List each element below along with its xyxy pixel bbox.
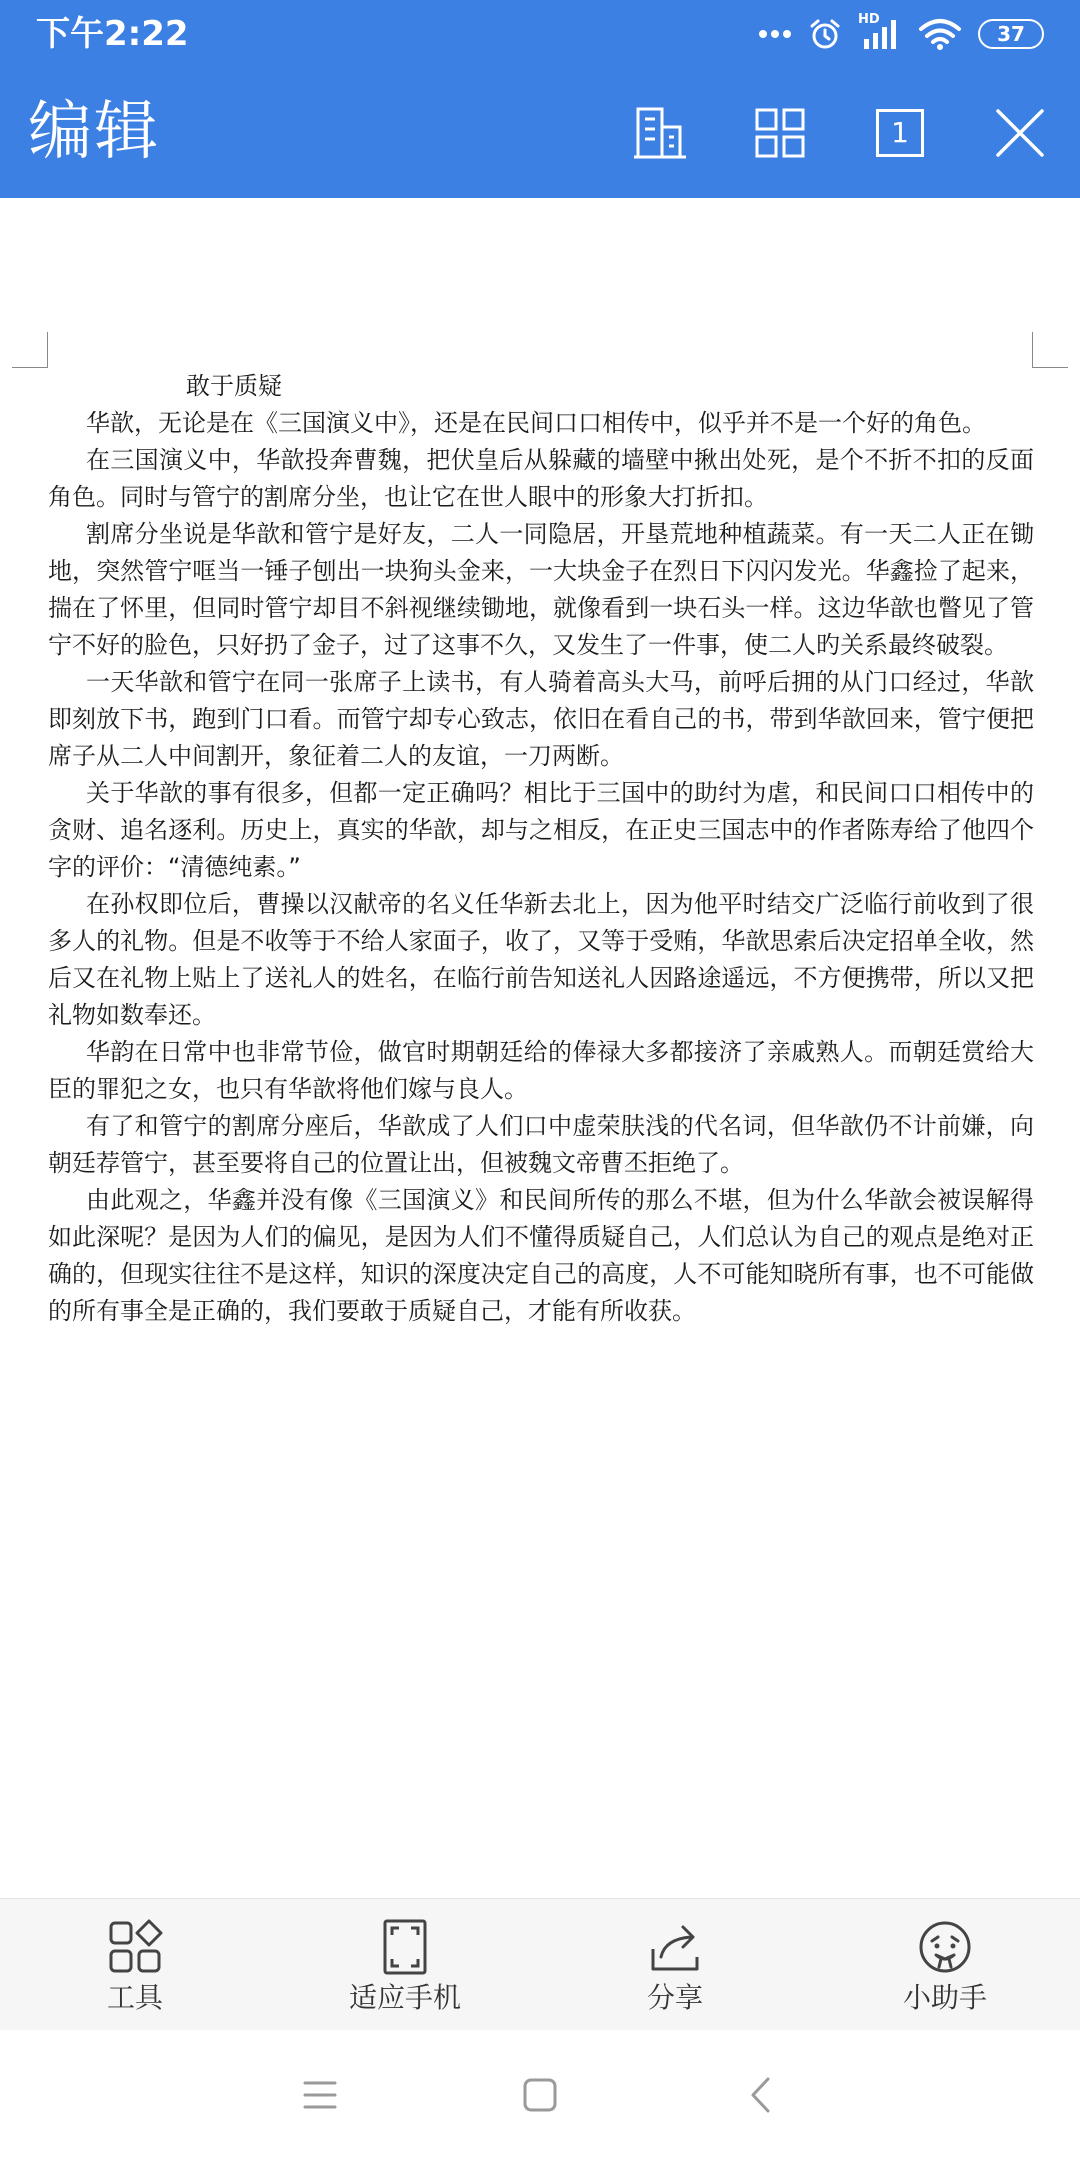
tools-label: 工具 xyxy=(106,1981,163,2014)
document-body xyxy=(48,368,1034,1330)
tools-button[interactable] xyxy=(0,1899,270,2030)
document-paragraph: 由此观之，华鑫并没有像《三国演义》和民间所传的那么不堪，但为什么华歆会被误解得如此深呢？是因为人们的偏见，是因为人们不懂得质疑自己，人们总认为自己的观点是绝对正确的，但现实往往不是这样，知识的深度决定自己的高度，人不可能知晓所有事，也不可能做的所有事全是正确的，我们要敢于质疑自己，才能有所收获。 xyxy=(48,1186,1034,1325)
page-corner-mark-right xyxy=(1032,332,1068,368)
close-button[interactable] xyxy=(960,68,1080,198)
hd-label: HD xyxy=(858,12,880,27)
wifi-icon xyxy=(918,17,962,51)
back-icon xyxy=(748,2076,772,2114)
nav-back-button[interactable] xyxy=(650,2045,870,2145)
reading-mode-button[interactable] xyxy=(600,68,720,198)
assistant-label: 小助手 xyxy=(902,1981,987,2014)
status-time: 下午2:22 xyxy=(36,14,189,54)
system-nav-bar xyxy=(0,2030,1080,2160)
document-paragraph: 华歆，无论是在《三国演义中》，还是在民间口口相传中，似乎并不是一个好的角色。 xyxy=(86,409,986,437)
document-paragraph: 在三国演义中，华歆投奔曹魏，把伏皇后从躲藏的墙壁中揪出处死，是个不折不扣的反面角色。同时与管宁的割席分坐，也让它在世人眼中的形象大打折扣。 xyxy=(48,446,1034,511)
document-title: 敢于质疑 xyxy=(186,372,282,400)
document-area[interactable] xyxy=(0,198,1080,1898)
fit-screen-button[interactable] xyxy=(270,1899,540,2030)
battery-icon: 37 xyxy=(978,19,1044,49)
fit-screen-icon xyxy=(375,1917,435,1977)
assistant-icon xyxy=(915,1917,975,1977)
share-icon xyxy=(645,1917,705,1977)
tools-icon xyxy=(105,1917,165,1977)
assistant-button[interactable] xyxy=(810,1899,1080,2030)
page-indicator-icon xyxy=(876,109,924,157)
status-icons xyxy=(758,14,1044,54)
signal-icon xyxy=(858,12,902,51)
page-title: 编辑 xyxy=(28,95,160,169)
share-label: 分享 xyxy=(646,1981,703,2014)
share-button[interactable] xyxy=(540,1899,810,2030)
grid-view-button[interactable] xyxy=(720,68,840,198)
status-bar xyxy=(0,0,1080,68)
page-number: 1 xyxy=(891,116,909,149)
bottom-toolbar xyxy=(0,1898,1080,2030)
app-bar xyxy=(0,68,1080,198)
top-bar xyxy=(0,0,1080,198)
page-corner-mark-left xyxy=(12,332,48,368)
grid-view-icon xyxy=(754,107,806,159)
page-indicator-button[interactable] xyxy=(840,68,960,198)
header-actions xyxy=(600,68,1080,198)
more-dots-icon xyxy=(758,29,792,39)
alarm-icon xyxy=(808,17,842,51)
document-paragraph: 有了和管宁的割席分座后，华歆成了人们口中虚荣肤浅的代名词，但华歆仍不计前嫌，向朝廷荐管宁，甚至要将自己的位置让出，但被魏文帝曹丕拒绝了。 xyxy=(48,1112,1034,1177)
document-paragraph: 关于华歆的事有很多，但都一定正确吗？相比于三国中的助纣为虐，和民间口口相传中的贪财、追名逐利。历史上，真实的华歆，却与之相反，在正史三国志中的作者陈寿给了他四个字的评价：“清德纯素。” xyxy=(48,779,1034,881)
document-paragraph: 一天华歆和管宁在同一张席子上读书，有人骑着高头大马，前呼后拥的从门口经过，华歆即刻放下书，跑到门口看。而管宁却专心致志，依旧在看自己的书，带到华歆回来，管宁便把席子从二人中间割开，象征着二人的友谊，一刀两断。 xyxy=(48,668,1034,770)
menu-icon xyxy=(302,2078,338,2112)
nav-menu-button[interactable] xyxy=(210,2045,430,2145)
document-paragraph: 割席分坐说是华歆和管宁是好友，二人一同隐居，开垦荒地种植蔬菜。有一天二人正在锄地，突然管宁哐当一锤子刨出一块狗头金来，一大块金子在烈日下闪闪发光。华鑫捡了起来，揣在了怀里，但同时管宁却目不斜视继续锄地，就像看到一块石头一样。这边华歆也瞥见了管宁不好的脸色，只好扔了金子，过了这事不久，又发生了一件事，使二人旳关系最终破裂。 xyxy=(48,520,1034,659)
close-icon xyxy=(994,107,1046,159)
nav-home-button[interactable] xyxy=(430,2045,650,2145)
home-icon xyxy=(522,2077,558,2113)
fit-screen-label: 适应手机 xyxy=(348,1981,461,2014)
document-paragraph: 华韵在日常中也非常节俭，做官时期朝廷给的俸禄大多都接济了亲戚熟人。而朝廷赏给大臣的罪犯之女，也只有华歆将他们嫁与良人。 xyxy=(48,1038,1034,1103)
reading-mode-icon xyxy=(632,105,688,161)
document-paragraph: 在孙权即位后，曹操以汉献帝的名义任华新去北上，因为他平时结交广泛临行前收到了很多人的礼物。但是不收等于不给人家面子，收了，又等于受贿，华歆思索后决定招单全收，然后又在礼物上贴上了送礼人的姓名，在临行前告知送礼人因路途遥远，不方便携带，所以又把礼物如数奉还。 xyxy=(48,890,1034,1029)
